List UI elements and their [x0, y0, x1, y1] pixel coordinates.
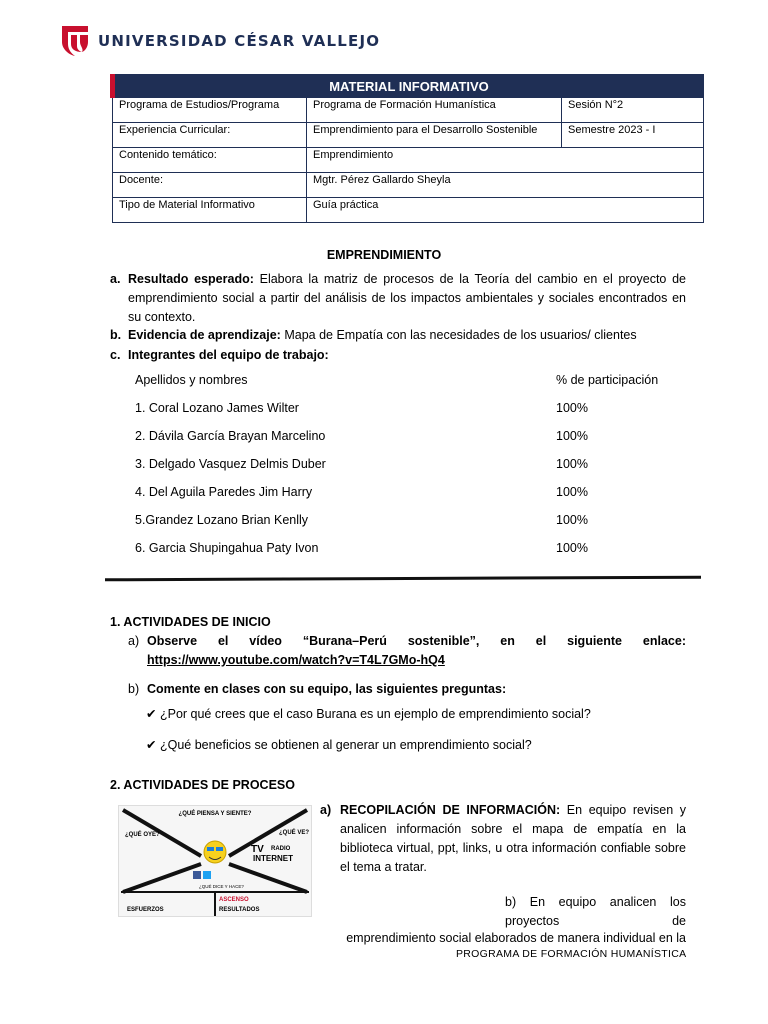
map-says-label: ¿QUÉ DICE Y HACE?: [199, 884, 244, 889]
row-value: Mgtr. Pérez Gallardo Sheyla: [307, 173, 704, 198]
row-label: Programa de Estudios/Programa: [113, 98, 307, 123]
table-title: MATERIAL INFORMATIVO: [113, 75, 704, 98]
map-bottom-right: RESULTADOS: [219, 907, 260, 913]
row-extra: Semestre 2023 - I: [562, 123, 704, 148]
table-row: [113, 198, 704, 223]
table-row: [113, 123, 704, 148]
video-instruction: a) Observe el vídeo “Burana–Perú sostenible”, en el siguiente enlace: https://www.youtube.com/watch?v=T4L7GMo-hQ4: [128, 634, 686, 667]
map-right-label: ¿QUÉ VE?: [279, 830, 310, 836]
section-divider: [105, 576, 701, 582]
question-1: ✔ ¿Por qué crees que el caso Burana es un ejemplo de emprendimiento social?: [146, 707, 591, 721]
empathy-map-image: [118, 805, 312, 917]
page-footer: PROGRAMA DE FORMACIÓN HUMANÍSTICA: [456, 948, 687, 960]
list-item: 2. Dávila García Brayan Marcelino: [135, 429, 326, 443]
col-pct-header: % de participación: [556, 373, 659, 387]
process-activities-heading: 2. ACTIVIDADES DE PROCESO: [110, 778, 295, 792]
question-2: ✔ ¿Qué beneficios se obtienen al generar un emprendimiento social?: [146, 738, 532, 752]
row-label: Experiencia Curricular:: [113, 123, 307, 148]
facebook-icon: [193, 871, 201, 879]
projects-analysis-line: emprendimiento social elaborados de manera individual en la: [346, 931, 686, 945]
table-row: [113, 98, 704, 123]
start-activities-heading: 1. ACTIVIDADES DE INICIO: [110, 615, 271, 629]
projects-analysis: b) En equipo analicen los proyectos de: [505, 895, 686, 928]
list-item: 4. Del Aguila Paredes Jim Harry: [135, 485, 313, 499]
col-name-header: Apellidos y nombres: [135, 373, 248, 387]
list-item: 3. Delgado Vasquez Delmis Duber: [135, 457, 326, 471]
row-value: Emprendimiento: [307, 148, 704, 173]
info-gathering: a) RECOPILACIÓN DE INFORMACIÓN: En equipo revisen y analicen información sobre el mapa de empatía en la biblioteca virtual, ppt, links, u otra información confiable sobre el tema a tratar.: [320, 803, 687, 874]
table-row: [113, 148, 704, 173]
ucv-shield-icon: [60, 24, 90, 58]
list-item: 6. Garcia Shupingahua Paty Ivon: [135, 541, 319, 555]
map-left-label: ¿QUÉ OYE?: [125, 832, 160, 838]
university-name: UNIVERSIDAD CÉSAR VALLEJO: [98, 32, 381, 50]
map-internet: INTERNET: [253, 854, 293, 863]
expected-result: a. Resultado esperado: Elabora la matriz de procesos de la Teoría del cambio en el proyecto de emprendimiento social a partir del análisis de los impactos ambientales y sociales encontrados en su contexto.: [110, 272, 686, 324]
material-info-table: [110, 74, 704, 223]
member-pct: 100%: [556, 513, 588, 527]
university-logo: [60, 24, 380, 58]
row-label: Tipo de Material Informativo: [113, 198, 307, 223]
row-value: Programa de Formación Humanística: [307, 98, 562, 123]
map-tv: TV: [251, 844, 264, 855]
empathy-map-illustration: [119, 806, 311, 916]
member-pct: 100%: [556, 429, 588, 443]
map-bottom-left: ESFUERZOS: [127, 907, 164, 913]
learning-evidence: b. Evidencia de aprendizaje: Mapa de Empatía con las necesidades de los usuarios/ clientes: [110, 328, 637, 342]
row-value: Guía práctica: [307, 198, 704, 223]
discussion-instruction: b) Comente en clases con su equipo, las siguientes preguntas:: [128, 682, 507, 696]
document-title: EMPRENDIMIENTO: [326, 248, 442, 262]
row-extra: Sesión N°2: [562, 98, 704, 123]
map-radio: RADIO: [271, 846, 291, 852]
checkmark-icon: ✔: [146, 707, 157, 721]
checkmark-icon: ✔: [146, 738, 157, 752]
twitter-icon: [203, 871, 211, 879]
team-members-heading: c. Integrantes del equipo de trabajo:: [110, 348, 329, 362]
member-pct: 100%: [556, 457, 588, 471]
row-label: Docente:: [113, 173, 307, 198]
table-row: [113, 173, 704, 198]
member-pct: 100%: [556, 541, 588, 555]
list-item: 1. Coral Lozano James Wilter: [135, 401, 299, 415]
map-ascenso: ASCENSO: [219, 897, 249, 903]
video-link[interactable]: https://www.youtube.com/watch?v=T4L7GMo-hQ4: [147, 653, 445, 667]
map-top-label: ¿QUÉ PIENSA Y SIENTE?: [178, 811, 252, 817]
member-pct: 100%: [556, 401, 588, 415]
list-item: 5.Grandez Lozano Brian Kenlly: [135, 513, 309, 527]
member-pct: 100%: [556, 485, 588, 499]
row-value: Emprendimiento para el Desarrollo Sostenible: [307, 123, 562, 148]
row-label: Contenido temático:: [113, 148, 307, 173]
